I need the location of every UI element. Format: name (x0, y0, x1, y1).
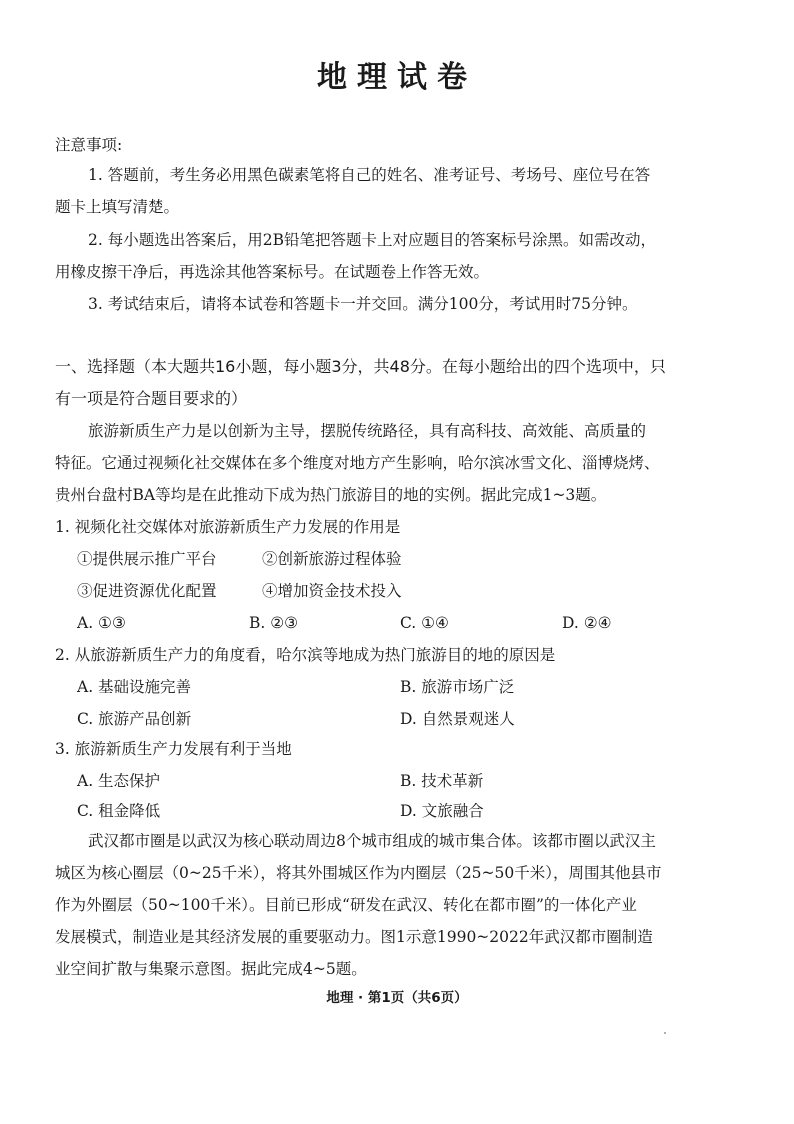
section-heading-line-1: 一、选择题（本大题共16小题，每小题3分，共48分。在每小题给出的四个选项中，只 (55, 357, 666, 376)
q3-option-d: D. 文旅融合 (400, 802, 484, 820)
passage1-line-3: 贵州台盘村BA等均是在此推动下成为热门旅游目的地的实例。据此完成1~3题。 (55, 486, 607, 504)
q3-option-c: C. 租金降低 (77, 802, 161, 820)
notice-item-1-line-1: 1. 答题前，考生务必用黑色碳素笔将自己的姓名、准考证号、考场号、座位号在答 (88, 166, 651, 184)
q2-option-d: D. 自然景观迷人 (400, 710, 515, 728)
q1-option-c: C. ①④ (400, 614, 449, 632)
q1-statement-2: ②创新旅游过程体验 (262, 550, 402, 568)
q3-option-a: A. 生态保护 (77, 772, 161, 790)
section-heading-line-2: 有一项是符合题目要求的） (55, 389, 248, 408)
passage2-line-4: 发展模式，制造业是其经济发展的重要驱动力。图1示意1990~2022年武汉都市圈制造 (55, 928, 653, 946)
passage2-line-2: 城区为核心圈层（0~25千米），将其外围城区作为内圈层（25~50千米），周围其他县市 (55, 864, 662, 882)
q1-statement-4: ④增加资金技术投入 (262, 582, 402, 600)
passage2-line-3: 作为外圈层（50~100千米）。目前已形成“研发在武汉、转化在都市圈”的一体化产业 (55, 896, 637, 914)
q2-stem: 2. 从旅游新质生产力的角度看，哈尔滨等地成为热门旅游目的地的原因是 (55, 646, 556, 664)
q2-option-c: C. 旅游产品创新 (77, 710, 192, 728)
q2-option-b: B. 旅游市场广泛 (400, 678, 515, 696)
notice-item-1-line-2: 题卡上填写清楚。 (55, 198, 180, 216)
page-title: 地理试卷 (317, 60, 477, 95)
q1-stem: 1. 视频化社交媒体对旅游新质生产力发展的作用是 (55, 518, 401, 536)
passage2-line-1: 武汉都市圈是以武汉为核心联动周边8个城市组成的城市集合体。该都市圈以武汉主 (88, 832, 656, 850)
passage1-line-1: 旅游新质生产力是以创新为主导，摆脱传统路径，具有高科技、高效能、高质量的 (88, 422, 647, 440)
q1-option-a: A. ①③ (77, 614, 126, 632)
q3-stem: 3. 旅游新质生产力发展有利于当地 (55, 740, 292, 758)
notice-heading: 注意事项: (55, 136, 123, 154)
q1-statement-3: ③促进资源优化配置 (77, 582, 217, 600)
q3-option-b: B. 技术革新 (400, 772, 484, 790)
scan-speck (664, 1032, 666, 1034)
q1-option-d: D. ②④ (562, 614, 612, 632)
notice-item-2-line-2: 用橡皮擦干净后，再选涂其他答案标号。在试题卷上作答无效。 (55, 263, 490, 281)
notice-item-3: 3. 考试结束后，请将本试卷和答题卡一并交回。满分100分，考试用时75分钟。 (88, 295, 638, 313)
q1-option-b: B. ②③ (249, 614, 299, 632)
notice-item-2-line-1: 2. 每小题选出答案后，用2B铅笔把答题卡上对应题目的答案标号涂黑。如需改动， (88, 231, 656, 249)
q2-option-a: A. 基础设施完善 (77, 678, 192, 696)
passage2-line-5: 业空间扩散与集聚示意图。据此完成4~5题。 (55, 960, 367, 978)
q1-statement-1: ①提供展示推广平台 (77, 550, 217, 568)
page-footer: 地理 · 第1页（共6页） (326, 990, 468, 1006)
passage1-line-2: 特征。它通过视频化社交媒体在多个维度对地方产生影响，哈尔滨冰雪文化、淄博烧烤、 (55, 454, 660, 472)
